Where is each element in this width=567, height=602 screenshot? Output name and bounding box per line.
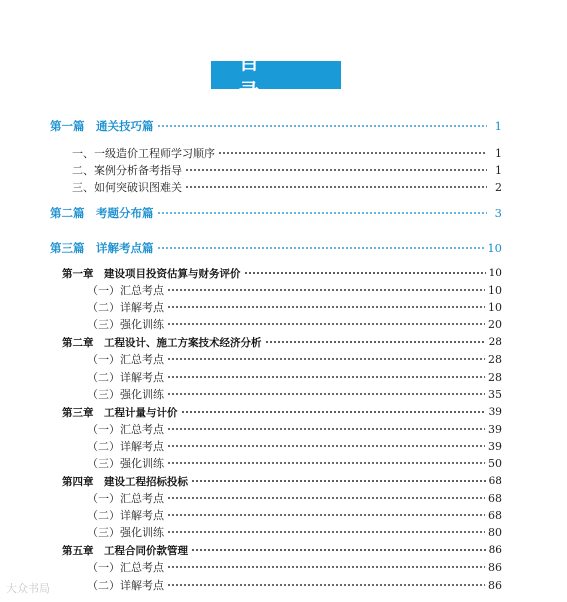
toc-entry-page-number: 10 bbox=[488, 267, 502, 279]
toc-entry-sub bbox=[87, 316, 502, 332]
toc-entry-sub bbox=[87, 421, 502, 437]
toc-entry-label: 第五章 工程合同价款管理 bbox=[62, 544, 188, 557]
dot-leader bbox=[167, 497, 485, 500]
dot-leader bbox=[157, 125, 488, 128]
toc-entry-page-number: 2 bbox=[495, 180, 502, 194]
toc-entry-page-number: 86 bbox=[488, 544, 502, 556]
toc-entry-label: 第三章 工程计量与计价 bbox=[62, 406, 178, 419]
toc-entry-chapter bbox=[62, 334, 502, 350]
toc-entry-label: （一）汇总考点 bbox=[87, 353, 164, 366]
toc-entry-label: 第三篇 详解考点篇 bbox=[50, 241, 154, 255]
dot-leader bbox=[191, 549, 486, 552]
toc-entry-sub bbox=[87, 559, 502, 575]
dot-leader bbox=[157, 247, 485, 250]
toc-entry-label: （一）汇总考点 bbox=[87, 492, 164, 505]
watermark: 大众书局 bbox=[6, 582, 50, 595]
toc-entry-label: 第一章 建设项目投资估算与财务评价 bbox=[62, 267, 241, 280]
toc-entry-sub bbox=[87, 351, 502, 367]
toc-entry-label: （三）强化训练 bbox=[87, 318, 164, 331]
dot-leader bbox=[167, 393, 485, 396]
toc-entry-label: 三、如何突破识图难关 bbox=[72, 181, 182, 194]
toc-entry-label: 第二章 工程设计、施工方案技术经济分析 bbox=[62, 336, 262, 349]
toc-entry-label: （三）强化训练 bbox=[87, 526, 164, 539]
toc-entry-label: （一）汇总考点 bbox=[87, 561, 164, 574]
toc-entry-label: 二、案例分析备考指导 bbox=[72, 164, 182, 177]
dot-leader bbox=[185, 169, 487, 172]
toc-entry-plain bbox=[72, 179, 502, 195]
toc-entry-label: （一）汇总考点 bbox=[87, 284, 164, 297]
toc-entry-sub bbox=[87, 455, 502, 471]
dot-leader bbox=[167, 514, 485, 517]
toc-entry-page-number: 80 bbox=[488, 525, 502, 539]
toc-entry-page-number: 1 bbox=[494, 119, 502, 133]
toc-entry-page-number: 28 bbox=[488, 336, 502, 348]
toc-entry-label: （二）详解考点 bbox=[87, 301, 164, 314]
toc-entry-chapter bbox=[62, 404, 502, 420]
toc-entry-page-number: 86 bbox=[488, 560, 502, 574]
toc-entry-page-number: 10 bbox=[487, 241, 502, 255]
toc-entry-page-number: 28 bbox=[488, 370, 502, 384]
toc-entry-sub bbox=[87, 577, 502, 593]
dot-leader bbox=[157, 212, 488, 215]
dot-leader bbox=[218, 152, 487, 155]
toc-entry-sub bbox=[87, 524, 502, 540]
dot-leader bbox=[167, 566, 485, 569]
dot-leader bbox=[167, 445, 485, 448]
toc-entry-label: （二）详解考点 bbox=[87, 579, 164, 592]
toc-entry-part bbox=[50, 240, 502, 256]
toc-entry-plain bbox=[72, 145, 502, 161]
dot-leader bbox=[167, 358, 485, 361]
dot-leader bbox=[167, 584, 485, 587]
dot-leader bbox=[265, 341, 486, 344]
toc-entry-sub bbox=[87, 386, 502, 402]
toc-entry-label: 第二篇 考题分布篇 bbox=[50, 206, 154, 220]
toc-entry-label: （二）详解考点 bbox=[87, 440, 164, 453]
toc-entry-page-number: 86 bbox=[488, 578, 502, 592]
toc-entry-sub bbox=[87, 282, 502, 298]
toc-entry-page-number: 10 bbox=[488, 300, 502, 314]
toc-entry-chapter bbox=[62, 473, 502, 489]
toc-entry-label: 第四章 建设工程招标投标 bbox=[62, 475, 188, 488]
toc-entry-page-number: 28 bbox=[488, 352, 502, 366]
dot-leader bbox=[185, 186, 487, 189]
toc-entry-sub bbox=[87, 490, 502, 506]
toc-entry-chapter bbox=[62, 265, 502, 281]
toc-title: 目 录 bbox=[239, 50, 347, 103]
dot-leader bbox=[167, 306, 485, 309]
toc-entry-label: 第一篇 通关技巧篇 bbox=[50, 119, 154, 133]
toc-entry-page-number: 68 bbox=[488, 475, 502, 487]
toc-entry-page-number: 1 bbox=[495, 163, 502, 177]
toc-entry-part bbox=[50, 118, 502, 134]
toc-entry-page-number: 50 bbox=[488, 456, 502, 470]
toc-entry-page-number: 20 bbox=[488, 317, 502, 331]
toc-entry-sub bbox=[87, 369, 502, 385]
toc-entry-page-number: 68 bbox=[488, 491, 502, 505]
dot-leader bbox=[167, 531, 485, 534]
toc-entry-page-number: 68 bbox=[488, 508, 502, 522]
toc-entry-page-number: 39 bbox=[488, 422, 502, 436]
toc-entry-page-number: 39 bbox=[488, 406, 502, 418]
toc-entry-page-number: 1 bbox=[495, 146, 502, 160]
toc-entry-page-number: 35 bbox=[488, 387, 502, 401]
toc-entry-part bbox=[50, 205, 502, 221]
dot-leader bbox=[167, 323, 485, 326]
toc-entry-page-number: 10 bbox=[488, 283, 502, 297]
toc-entry-label: （三）强化训练 bbox=[87, 388, 164, 401]
toc-entry-page-number: 39 bbox=[488, 439, 502, 453]
toc-entry-sub bbox=[87, 507, 502, 523]
toc-entry-sub bbox=[87, 438, 502, 454]
dot-leader bbox=[167, 289, 485, 292]
dot-leader bbox=[167, 428, 485, 431]
toc-entry-plain bbox=[72, 162, 502, 178]
dot-leader bbox=[167, 462, 485, 465]
dot-leader bbox=[167, 376, 485, 379]
toc-entry-label: （二）详解考点 bbox=[87, 371, 164, 384]
toc-entry-sub bbox=[87, 299, 502, 315]
toc-entry-page-number: 3 bbox=[494, 206, 502, 220]
toc-entry-chapter bbox=[62, 542, 502, 558]
dot-leader bbox=[244, 272, 486, 275]
toc-entry-label: 一、一级造价工程师学习顺序 bbox=[72, 147, 215, 160]
toc-entry-label: （三）强化训练 bbox=[87, 457, 164, 470]
dot-leader bbox=[181, 411, 486, 414]
dot-leader bbox=[191, 480, 486, 483]
toc-entry-label: （二）详解考点 bbox=[87, 509, 164, 522]
toc-entry-label: （一）汇总考点 bbox=[87, 423, 164, 436]
